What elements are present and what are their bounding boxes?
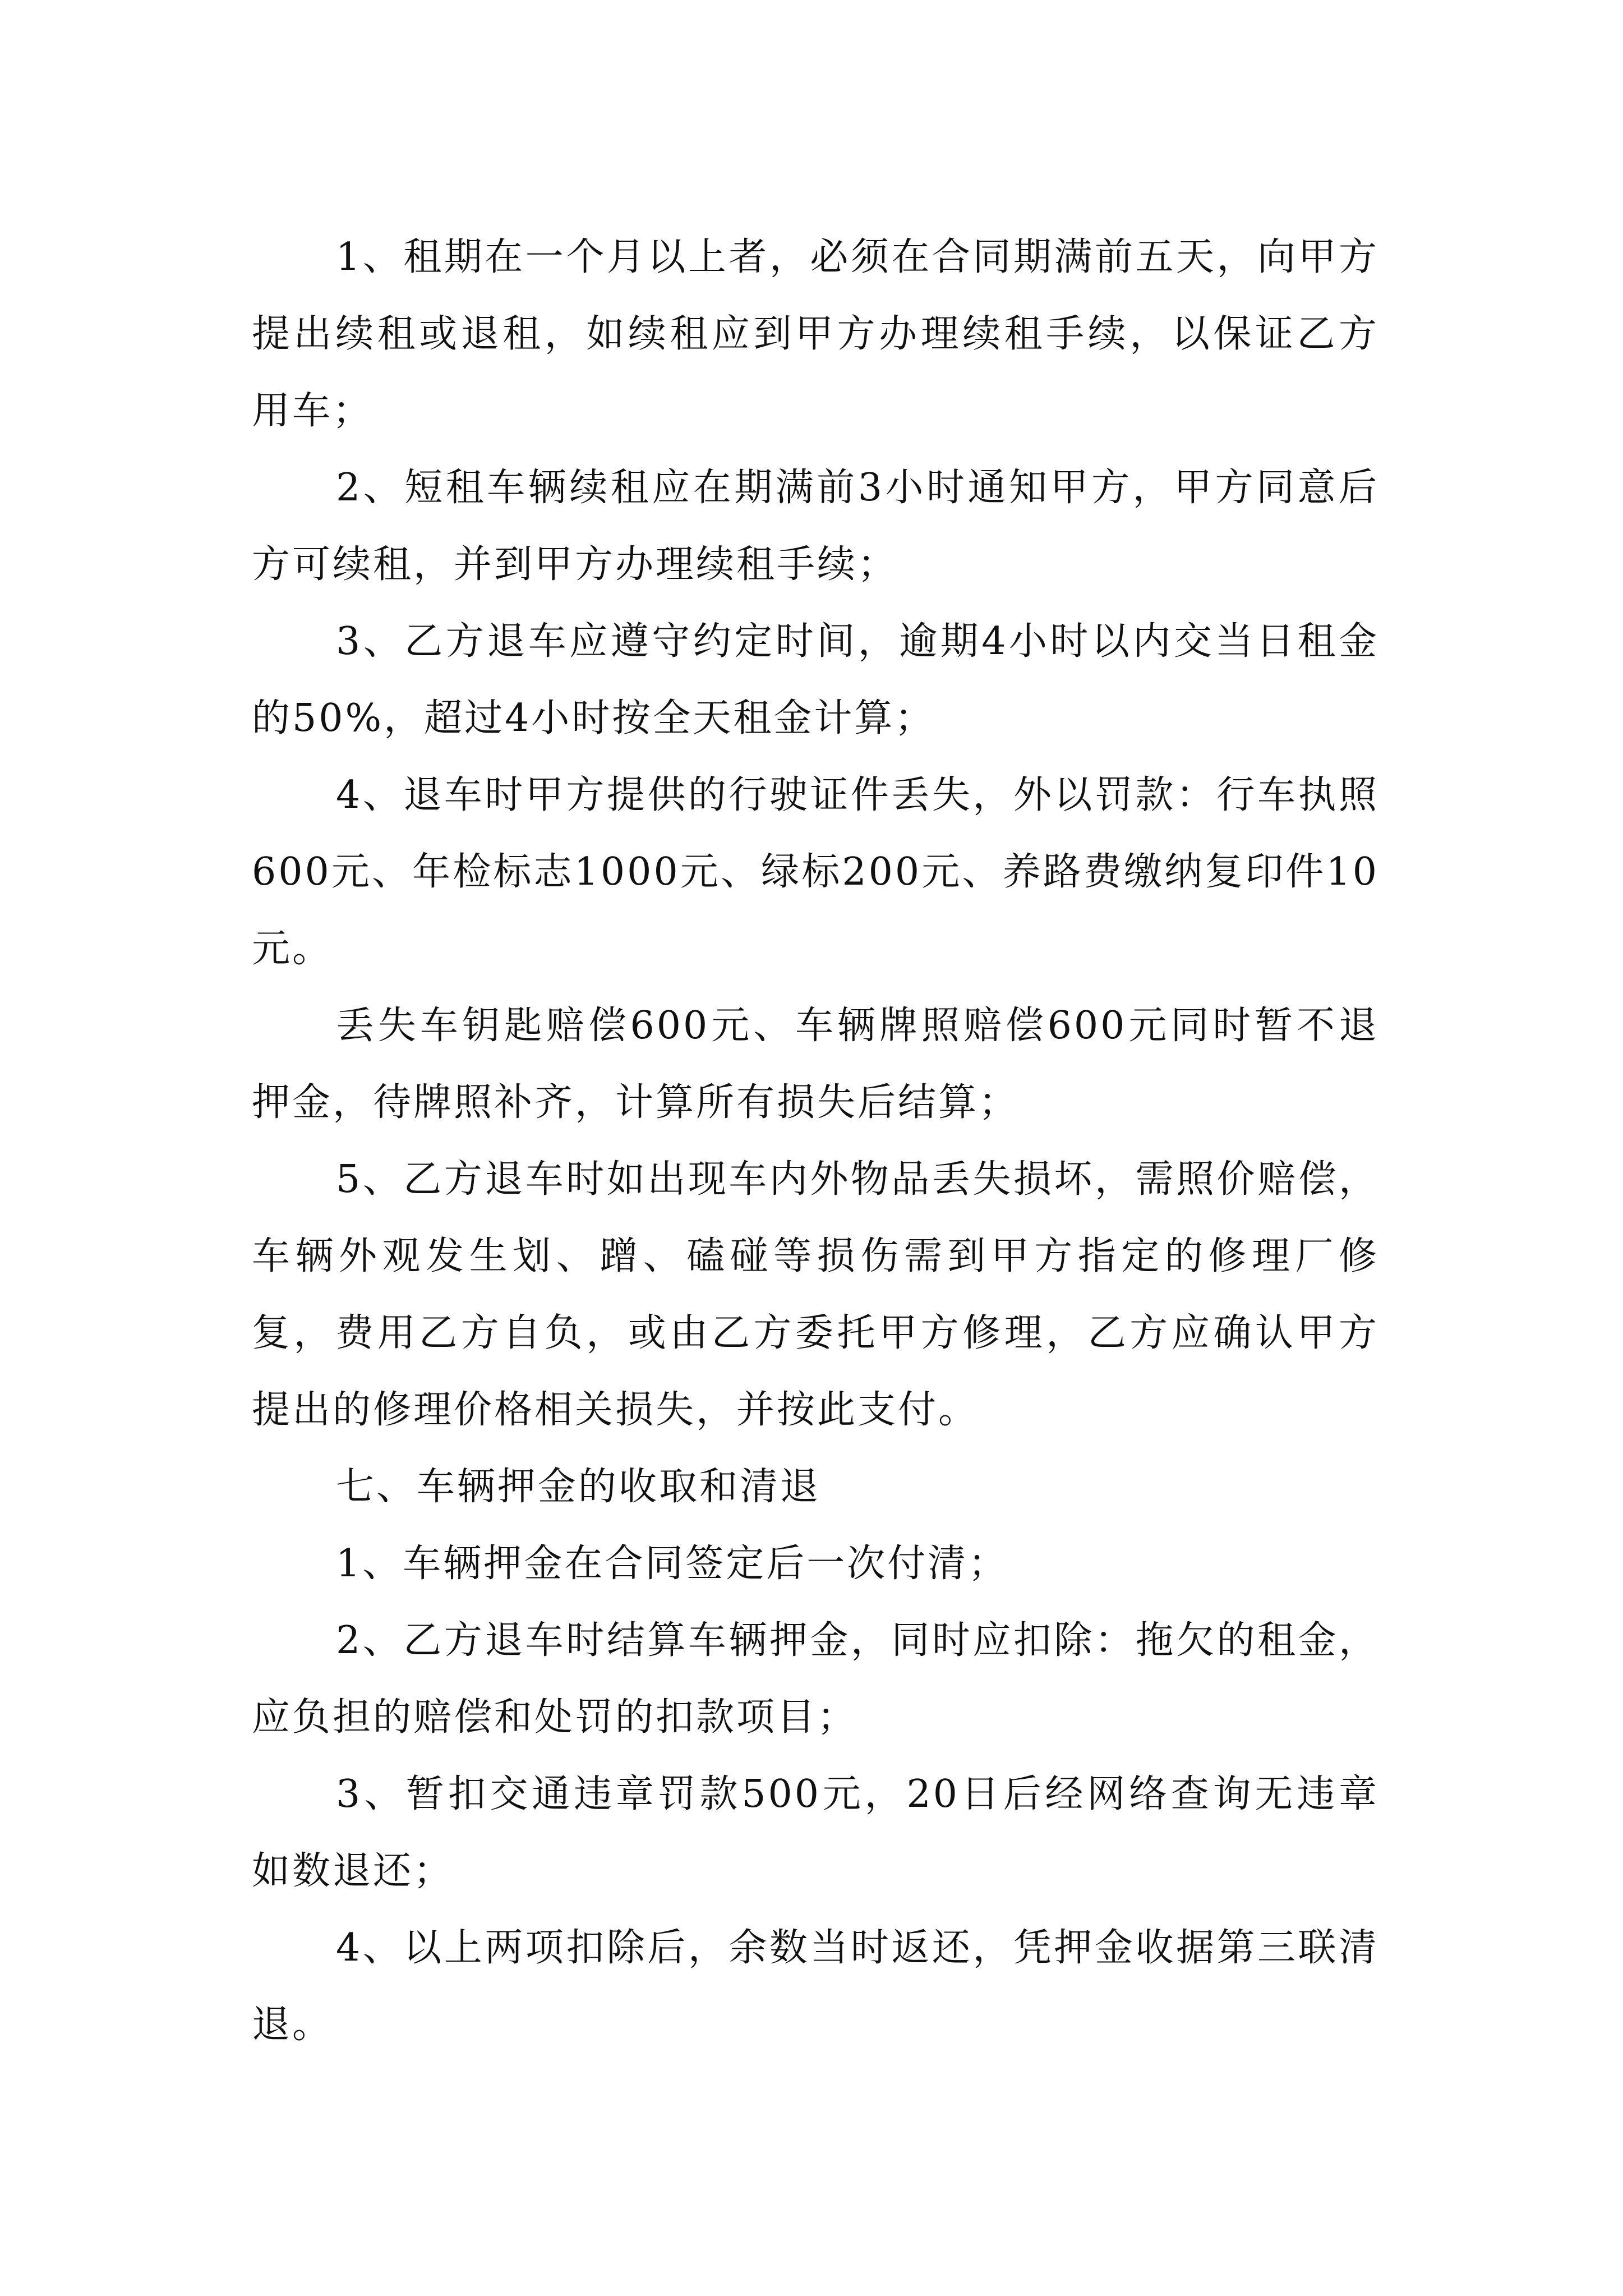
paragraph-deposit-settlement: 2、乙方退车时结算车辆押金，同时应扣除：拖欠的租金，应负担的赔偿和处罚的扣款项目； — [252, 1618, 1379, 1740]
paragraph-damage-compensation: 5、乙方退车时如出现车内外物品丢失损坏，需照价赔偿，车辆外观发生划、蹭、磕碰等损伤需到甲方指定的修理厂修复，费用乙方自负，或由乙方委托甲方修理，乙方应确认甲方提出的修理价格相关损失，并按此支付。 — [252, 1157, 1379, 1432]
paragraph-return-time: 3、乙方退车应遵守约定时间，逾期4小时以内交当日租金的50%，超过4小时按全天租金计算； — [252, 619, 1379, 740]
paragraph-traffic-violation-hold: 3、暂扣交通违章罚款500元，20日后经网络查询无违章如数退还； — [252, 1772, 1379, 1893]
paragraph-lost-keys-plates: 丢失车钥匙赔偿600元、车辆牌照赔偿600元同时暂不退押金，待牌照补齐，计算所有损失后结算； — [252, 1004, 1379, 1125]
paragraph-deposit-payment: 1、车辆押金在合同签定后一次付清； — [336, 1542, 1009, 1586]
paragraph-lost-documents: 4、退车时甲方提供的行驶证件丢失，外以罚款：行车执照600元、年检标志1000元、绿标200元、养路费缴纳复印件10元。 — [252, 773, 1379, 971]
section-heading-deposit: 七、车辆押金的收取和清退 — [336, 1465, 821, 1509]
paragraph-renewal-short-term: 2、短租车辆续租应在期满前3小时通知甲方，甲方同意后方可续租，并到甲方办理续租手续； — [252, 466, 1379, 587]
paragraph-renewal-long-term: 1、租期在一个月以上者，必须在合同期满前五天，向甲方提出续租或退租，如续租应到甲方办理续租手续，以保证乙方用车； — [252, 235, 1379, 433]
paragraph-deposit-refund: 4、以上两项扣除后，余数当时返还，凭押金收据第三联清退。 — [252, 1926, 1379, 2047]
document-body — [252, 219, 1379, 2063]
